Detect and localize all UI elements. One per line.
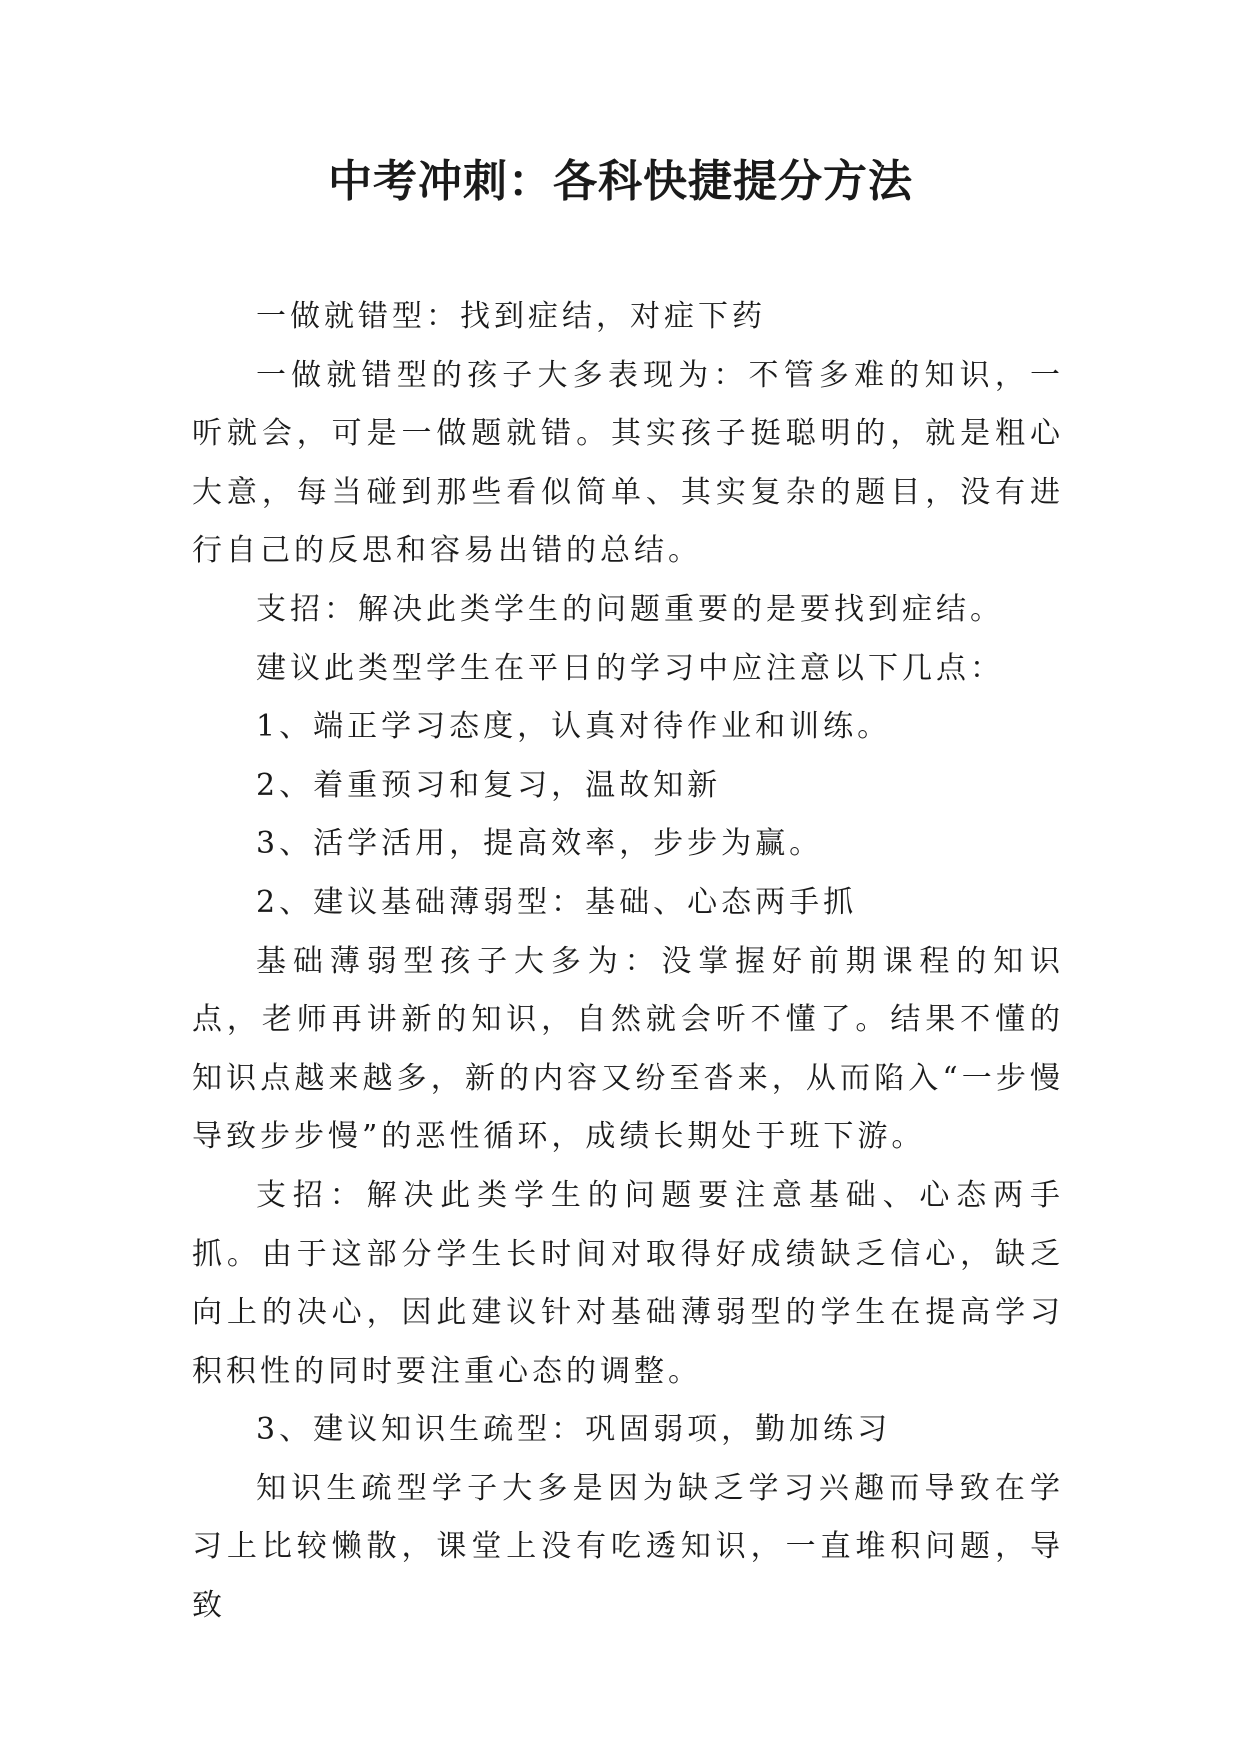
list-item-suggestion-2: 2、着重预习和复习，温故知新	[256, 767, 722, 803]
paragraph-weak-foundation-tip: 支招：解决此类学生的问题要注意基础、心态两手抓。由于这部分学生长时间对取得好成绩缺乏信心，缺乏向上的决心，因此建议针对基础薄弱型的学生在提高学习积积性的同时要注重心态的调整。	[192, 1177, 1064, 1389]
section-heading-unfamiliar-knowledge-type: 3、建议知识生疏型：巩固弱项，勤加练习	[256, 1412, 892, 1448]
section-heading-careless-type: 一做就错型：找到症结，对症下药	[256, 299, 766, 334]
paragraph-weak-foundation-description: 基础薄弱型孩子大多为：没掌握好前期课程的知识点，老师再讲新的知识，自然就会听不懂了。结果不懂的知识点越来越多，新的内容又纷至沓来，从而陷入“一步慢导致步步慢”的恶性循环，成绩长期处于班下游。	[192, 943, 1064, 1155]
paragraph-careless-tip: 支招：解决此类学生的问题重要的是要找到症结。	[256, 591, 1004, 627]
paragraph-careless-description: 一做就错型的孩子大多表现为：不管多难的知识，一听就会，可是一做题就错。其实孩子挺聪明的，就是粗心大意，每当碰到那些看似简单、其实复杂的题目，没有进行自己的反思和容易出错的总结。	[192, 357, 1064, 569]
document-title: 中考冲刺：各科快捷提分方法	[328, 156, 913, 207]
document-body	[192, 288, 1064, 1636]
paragraph-unfamiliar-knowledge-description: 知识生疏型学子大多是因为缺乏学习兴趣而导致在学习上比较懒散，课堂上没有吃透知识，一直堆积问题，导致	[192, 1470, 1064, 1624]
list-item-suggestion-3: 3、活学活用，提高效率，步步为赢。	[256, 826, 824, 862]
paragraph-careless-suggestions-intro: 建议此类型学生在平日的学习中应注意以下几点：	[256, 650, 1004, 686]
section-heading-weak-foundation-type: 2、建议基础薄弱型：基础、心态两手抓	[256, 884, 858, 920]
list-item-suggestion-1: 1、端正学习态度，认真对待作业和训练。	[256, 709, 892, 745]
